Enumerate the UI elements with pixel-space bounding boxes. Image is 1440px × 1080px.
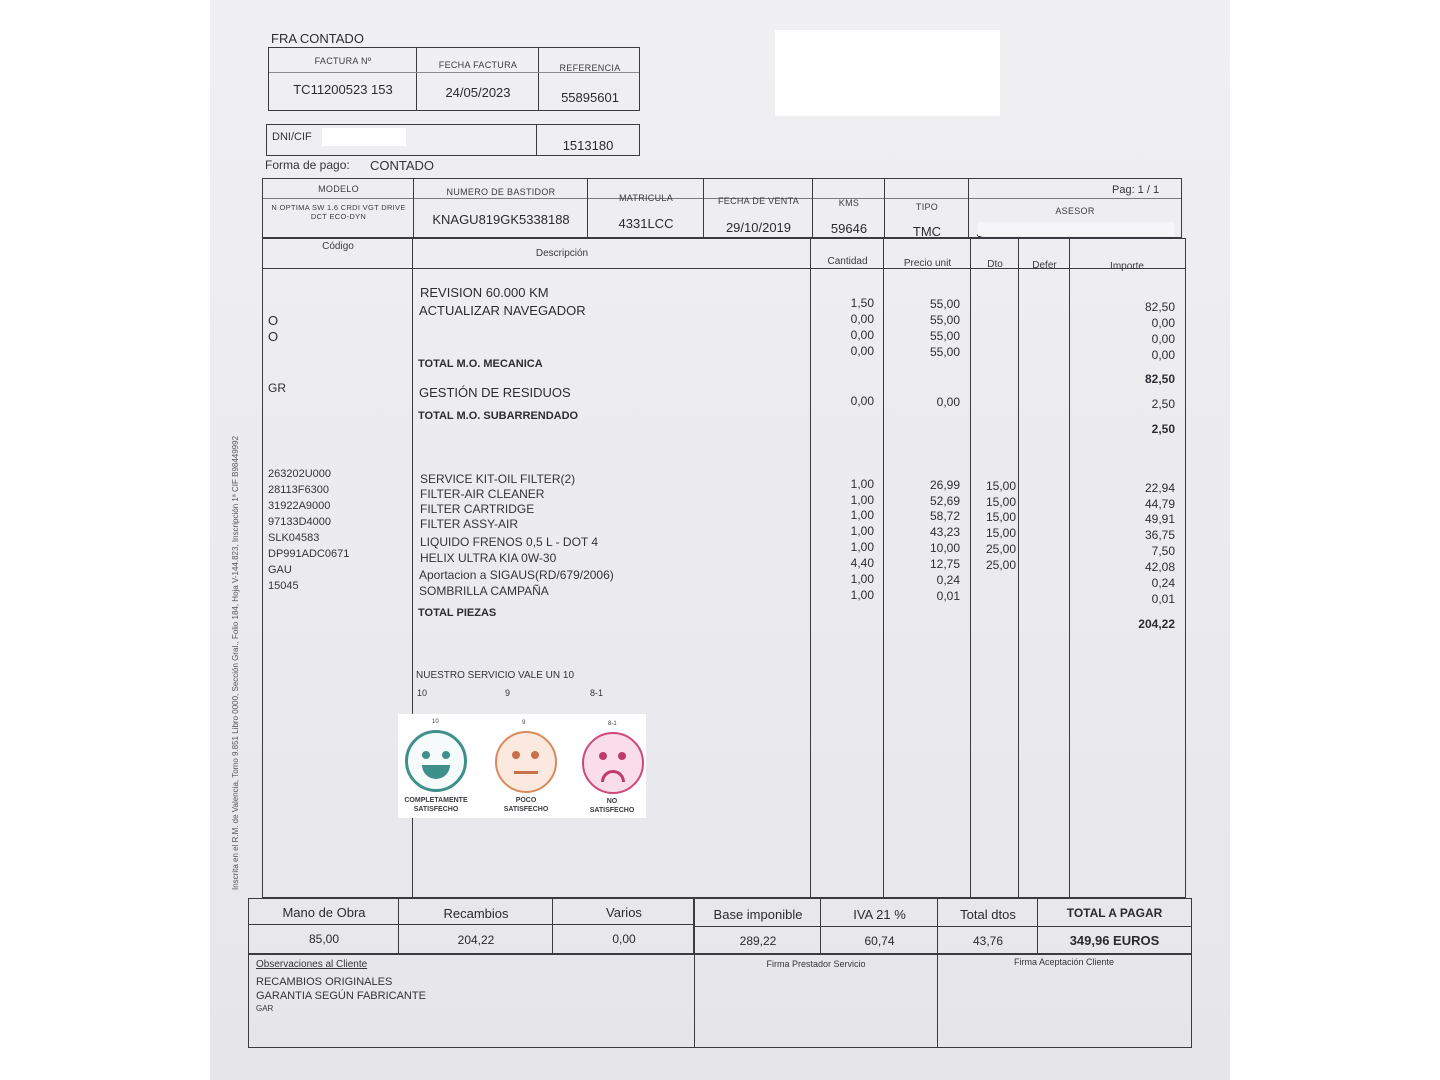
happy-face-icon[interactable] xyxy=(405,730,467,792)
line-amount: 2,50 xyxy=(1151,397,1175,411)
col-precio: Precio unit xyxy=(903,258,952,269)
line-discount: 15,00 xyxy=(985,526,1016,540)
line-amount: 22,94 xyxy=(1144,481,1175,495)
line-code: 15045 xyxy=(268,580,299,592)
line-price: 52,69 xyxy=(929,494,960,508)
invoice-heading: FRA CONTADO xyxy=(271,31,364,46)
col-descripcion: Descripción xyxy=(535,248,589,259)
line-qty: 0,00 xyxy=(850,328,874,342)
total-pagar-label: TOTAL A PAGAR xyxy=(1066,906,1163,920)
line-description: LIQUIDO FRENOS 0,5 L - DOT 4 xyxy=(420,535,599,549)
eye xyxy=(599,752,607,760)
firma-cliente-label: Firma Aceptación Cliente xyxy=(1013,957,1115,967)
line-qty: 0,00 xyxy=(850,394,874,408)
eye xyxy=(442,751,450,759)
mouth xyxy=(514,771,538,774)
total-dtos-label: Total dtos xyxy=(960,907,1016,922)
line-price: 58,72 xyxy=(929,509,960,523)
line-amount: 36,75 xyxy=(1144,528,1175,542)
line-description: REVISION 60.000 KM xyxy=(420,285,549,300)
col-cantidad: Cantidad xyxy=(827,256,868,267)
face-caption xyxy=(572,797,652,815)
total-dtos-value: 43,76 xyxy=(972,934,1004,948)
line-qty: 0,00 xyxy=(850,312,874,326)
divider xyxy=(703,179,704,237)
line-price: 43,23 xyxy=(929,525,960,539)
redacted-asesor xyxy=(978,222,1174,236)
background-right xyxy=(1230,0,1440,1080)
fecha-factura-value: 24/05/2023 xyxy=(445,85,511,100)
divider xyxy=(416,48,417,110)
bastidor-label: NUMERO DE BASTIDOR xyxy=(446,187,556,197)
divider xyxy=(249,924,693,925)
divider xyxy=(398,899,399,953)
eye xyxy=(531,751,539,759)
divider xyxy=(694,955,695,1047)
recambios-label: Recambios xyxy=(443,906,509,921)
total-mo-sub-label: TOTAL M.O. SUBARRENDADO xyxy=(418,410,579,422)
kms-label: KMS xyxy=(838,198,860,208)
line-description: SERVICE KIT-OIL FILTER(2) xyxy=(420,472,576,486)
factura-label: FACTURA Nº xyxy=(314,56,372,66)
line-qty: 1,00 xyxy=(850,540,874,554)
line-amount: 0,00 xyxy=(1151,332,1175,346)
fecha-venta-label: FECHA DE VENTA xyxy=(717,196,800,206)
line-qty: 1,00 xyxy=(850,572,874,586)
divider xyxy=(538,48,539,110)
observaciones-label: Observaciones al Cliente xyxy=(256,959,368,970)
total-piezas-value: 204,22 xyxy=(1138,617,1175,631)
line-qty: 1,00 xyxy=(850,508,874,522)
line-discount: 15,00 xyxy=(985,495,1016,509)
line-amount: 7,50 xyxy=(1151,544,1175,558)
line-qty: 0,00 xyxy=(850,344,874,358)
line-code: O xyxy=(268,329,279,344)
dni-label: DNI/CIF xyxy=(272,131,312,143)
face-caption-line: SATISFECHO xyxy=(503,806,549,813)
factura-value: TC11200523 153 xyxy=(293,82,393,97)
observaciones-line: GARANTIA SEGÚN FABRICANTE xyxy=(256,990,426,1002)
firma-prestador-label: Firma Prestador Servicio xyxy=(766,959,866,969)
line-amount: 49,91 xyxy=(1144,512,1175,526)
divider xyxy=(695,926,1191,927)
kms-value: 59646 xyxy=(830,221,868,236)
line-amount: 0,01 xyxy=(1151,592,1175,606)
line-discount: 25,00 xyxy=(985,542,1016,556)
total-mo-mecanica-label: TOTAL M.O. MECANICA xyxy=(418,358,543,370)
line-discount: 15,00 xyxy=(985,479,1016,493)
survey-title: NUESTRO SERVICIO VALE UN 10 xyxy=(416,670,575,681)
col-importe: Importe xyxy=(1110,261,1144,272)
line-code: GR xyxy=(268,381,286,395)
varios-label: Varios xyxy=(606,905,642,920)
divider xyxy=(1037,899,1038,953)
eye xyxy=(512,751,520,759)
line-code: O xyxy=(268,313,279,328)
divider xyxy=(810,239,811,897)
line-description: Aportacion a SIGAUS(RD/679/2006) xyxy=(419,568,614,582)
divider xyxy=(536,125,537,155)
divider xyxy=(1069,239,1070,897)
neutral-face-icon[interactable] xyxy=(495,731,557,793)
divider xyxy=(552,899,553,953)
line-price: 26,99 xyxy=(929,478,960,492)
eye xyxy=(422,751,430,759)
face-caption-line: SATISFECHO xyxy=(413,806,459,813)
matricula-value: 4331LCC xyxy=(618,216,674,231)
tipo-label: TIPO xyxy=(915,202,939,212)
divider xyxy=(587,179,588,237)
divider xyxy=(968,179,969,237)
iva-label: IVA 21 % xyxy=(853,907,906,922)
mano-obra-label: Mano de Obra xyxy=(282,905,366,920)
line-code: 28113F6300 xyxy=(268,484,329,496)
line-price: 55,00 xyxy=(929,345,960,359)
line-price: 55,00 xyxy=(929,297,960,311)
line-amount: 0,00 xyxy=(1151,348,1175,362)
line-qty: 1,00 xyxy=(850,524,874,538)
asesor-label: ASESOR xyxy=(1055,206,1095,216)
redacted-logo-area xyxy=(775,30,1000,116)
fecha-factura-label: FECHA FACTURA xyxy=(438,60,518,70)
eye xyxy=(618,752,626,760)
line-qty: 1,50 xyxy=(850,296,874,310)
observaciones-line: RECAMBIOS ORIGINALES xyxy=(256,976,393,988)
face-score: 9 xyxy=(522,720,526,726)
face-caption-line: SATISFECHO xyxy=(589,807,635,814)
col-codigo: Código xyxy=(322,241,354,252)
line-description: SOMBRILLA CAMPAÑA xyxy=(419,584,549,598)
base-imponible-label: Base imponible xyxy=(713,907,803,922)
line-amount: 0,00 xyxy=(1151,316,1175,330)
line-description: ACTUALIZAR NAVEGADOR xyxy=(419,303,586,318)
line-price: 10,00 xyxy=(929,541,960,555)
dni-code: 1513180 xyxy=(562,138,614,153)
line-description: FILTER ASSY-AIR xyxy=(420,517,519,531)
forma-pago-value: CONTADO xyxy=(370,158,435,173)
total-mo-mecanica-value: 82,50 xyxy=(1144,372,1175,386)
divider xyxy=(883,239,884,897)
recambios-value: 204,22 xyxy=(457,933,495,947)
referencia-value: 55895601 xyxy=(561,90,619,105)
sad-face-icon[interactable] xyxy=(582,732,644,794)
frown xyxy=(601,770,625,782)
mano-obra-value: 85,00 xyxy=(308,932,340,946)
line-description: FILTER-AIR CLEANER xyxy=(420,487,545,501)
face-caption-line: COMPLETAMENTE xyxy=(404,797,468,804)
col-defer: Defer xyxy=(1032,260,1057,271)
line-amount: 42,08 xyxy=(1144,560,1175,574)
line-code: 31922A9000 xyxy=(268,500,331,512)
line-code: DP991ADC0671 xyxy=(268,548,350,560)
survey-scale-8-1: 8-1 xyxy=(590,688,604,698)
line-description: HELIX ULTRA KIA 0W-30 xyxy=(420,551,557,565)
total-piezas-label: TOTAL PIEZAS xyxy=(418,607,497,619)
face-caption xyxy=(396,796,476,814)
line-code: 97133D4000 xyxy=(268,516,332,528)
line-qty: 1,00 xyxy=(850,477,874,491)
redacted-dni xyxy=(322,128,406,146)
line-code: SLK04583 xyxy=(268,532,320,544)
line-amount: 0,24 xyxy=(1151,576,1175,590)
divider xyxy=(937,955,938,1047)
fecha-venta-value: 29/10/2019 xyxy=(725,220,792,235)
line-code: 263202U000 xyxy=(268,468,332,480)
line-discount: 25,00 xyxy=(985,558,1016,572)
divider xyxy=(413,179,414,237)
varios-value: 0,00 xyxy=(612,932,636,946)
iva-value: 60,74 xyxy=(864,934,895,948)
face-caption xyxy=(486,796,566,814)
bastidor-value: KNAGU819GK5338188 xyxy=(432,212,570,227)
divider xyxy=(937,899,938,953)
survey-scale-9: 9 xyxy=(505,688,511,698)
modelo-label: MODELO xyxy=(318,184,359,194)
divider xyxy=(1018,239,1019,897)
line-qty: 1,00 xyxy=(850,588,874,602)
line-price: 55,00 xyxy=(929,313,960,327)
face-score: 8-1 xyxy=(608,721,617,727)
modelo-value: N OPTIMA SW 1.6 CRDI VGT DRIVE DCT ECO-DYN xyxy=(271,203,406,221)
background-left xyxy=(0,0,210,1080)
total-pagar-value: 349,96 EUROS xyxy=(1069,933,1160,948)
line-price: 12,75 xyxy=(929,557,960,571)
base-imponible-value: 289,22 xyxy=(739,934,777,948)
line-amount: 44,79 xyxy=(1144,497,1175,511)
tipo-value: TMC xyxy=(912,224,942,239)
total-mo-sub-value: 2,50 xyxy=(1151,422,1175,436)
line-discount: 15,00 xyxy=(985,510,1016,524)
face-score: 10 xyxy=(432,719,439,725)
observaciones-line: GAR xyxy=(256,1004,274,1013)
line-price: 0,24 xyxy=(936,573,960,587)
line-price: 55,00 xyxy=(929,329,960,343)
survey-scale-10: 10 xyxy=(417,688,428,698)
divider xyxy=(970,239,971,897)
line-code: GAU xyxy=(268,564,292,576)
line-qty: 4,40 xyxy=(850,556,874,570)
matricula-label: MATRICULA xyxy=(618,193,674,203)
face-caption-line: NO xyxy=(606,798,618,805)
registry-vertical-text: Inscrita en el R.M. de Valencia, Tomo 9.851 Libro 0000, Sección Gral., Folio 184, Hoja V-144.823, Inscripción 1ª CIF B98449992 xyxy=(231,435,240,890)
divider xyxy=(812,179,813,237)
line-description: FILTER CARTRIDGE xyxy=(420,502,535,516)
line-amount: 82,50 xyxy=(1144,300,1175,314)
line-price: 0,00 xyxy=(936,395,960,409)
divider xyxy=(884,179,885,237)
divider xyxy=(820,899,821,953)
face-caption-line: POCO xyxy=(515,797,537,804)
smile xyxy=(422,765,450,779)
referencia-label: REFERENCIA xyxy=(559,63,621,73)
col-dto: Dto xyxy=(987,259,1003,270)
line-description: GESTIÓN DE RESIDUOS xyxy=(419,385,571,400)
line-qty: 1,00 xyxy=(850,493,874,507)
line-price: 0,01 xyxy=(936,589,960,603)
page-number: Pag: 1 / 1 xyxy=(1112,184,1160,196)
forma-pago-label: Forma de pago: xyxy=(265,158,350,172)
